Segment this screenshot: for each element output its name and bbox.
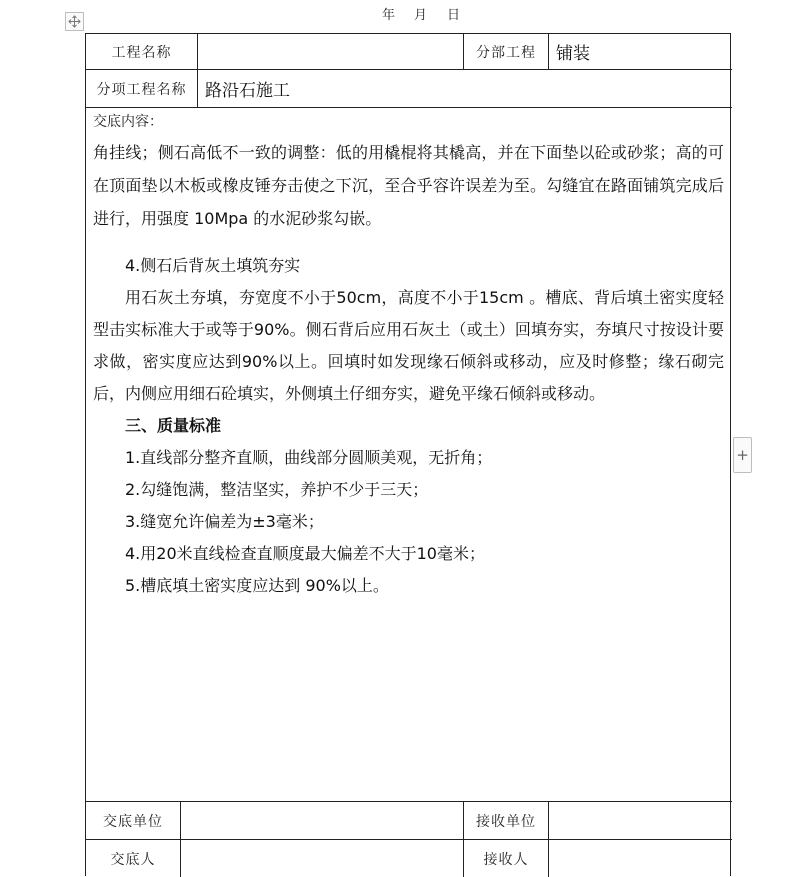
receiver-field[interactable] (549, 840, 731, 877)
disclosure-content-block[interactable] (93, 136, 724, 602)
project-name-field[interactable] (198, 34, 463, 69)
table-move-handle[interactable] (65, 12, 84, 31)
issuing-unit-field[interactable] (181, 802, 463, 839)
sub-item-label: 分项工程名称 (96, 81, 187, 98)
content-paragraph-2: 用石灰土夯填，夯宽度不小于50cm，高度不小于15cm 。槽底、背后填土密实度轻型击实标准大于或等于90%。侧石背后应用石灰土（或土）回填夯实，夯填尺寸按设计要求做，密实度应达到90%以上。回填时如发现缘石倾斜或移动，应及时修整；缘石砌完后，内侧应用细石砼填实，外侧填土仔细夯实，避免平缘石倾斜或移动。 (93, 288, 724, 403)
project-name-label: 工程名称 (111, 44, 172, 61)
quality-item-5: 5.槽底填土密实度应达到 90%以上。 (125, 576, 389, 595)
issuing-unit-label: 交底单位 (103, 813, 163, 830)
disclosure-form (85, 33, 731, 876)
date-line (0, 4, 794, 22)
sub-item-field[interactable]: 路沿石施工 (205, 81, 290, 101)
quality-item-1: 1.直线部分整齐直顺，曲线部分圆顺美观，无折角； (125, 448, 493, 467)
receiving-unit-field[interactable] (549, 802, 731, 839)
quality-item-4: 4.用20米直线检查直顺度最大偏差不大于10毫米； (125, 544, 485, 563)
issuer-label: 交底人 (110, 851, 156, 868)
add-row-button[interactable] (733, 437, 752, 473)
move-arrows-icon (68, 15, 81, 28)
issuer-field[interactable] (181, 840, 463, 877)
quality-item-2: 2.勾缝饱满，整洁坚实，养护不少于三天； (125, 480, 429, 499)
quality-standard-heading: 三、质量标准 (125, 416, 222, 435)
content-section-heading-4: 4.侧石后背灰土填筑夯实 (125, 256, 301, 275)
content-paragraph-1: 角挂线；侧石高低不一致的调整：低的用橇棍将其橇高，并在下面垫以砼或砂浆；高的可在顶面垫以木板或橡皮锤夯击使之下沉，至合乎容许误差为至。勾缝宜在路面铺筑完成后进行，用强度 10Mpa 的水泥砂浆勾嵌。 (93, 143, 724, 228)
receiver-label: 接收人 (483, 851, 529, 868)
date-month: 月 (414, 8, 428, 23)
quality-item-3: 3.缝宽允许偏差为±3毫米； (125, 512, 324, 531)
receiving-unit-label: 接收单位 (476, 813, 536, 830)
division-field[interactable]: 铺装 (556, 44, 590, 64)
plus-icon: + (736, 446, 749, 464)
date-day: 日 (447, 8, 461, 23)
disclosure-content-label: 交底内容： (93, 114, 163, 130)
division-label: 分部工程 (476, 44, 536, 61)
date-year: 年 (382, 8, 396, 23)
